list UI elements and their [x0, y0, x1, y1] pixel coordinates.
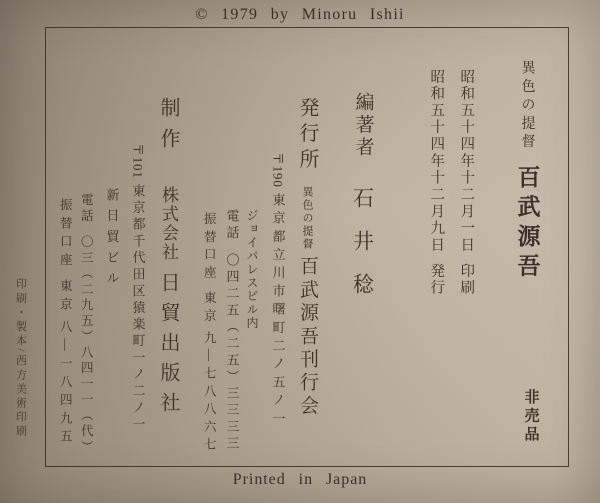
production-company-prefix: 株式会社: [159, 186, 178, 263]
issue-date-column: [429, 69, 444, 296]
publisher-transfer-number: 九―七八八六七: [202, 331, 217, 456]
publisher-address-column: [272, 152, 285, 429]
publisher-transfer-city: 東京: [202, 290, 217, 326]
author-column: [352, 92, 373, 316]
production-postal-code: 〒101: [130, 143, 146, 179]
publisher-tel-number: 〇四二五（二五）三三三三: [224, 252, 240, 453]
production-role-label: 制作: [157, 97, 179, 159]
publisher-postal-code: 〒190: [270, 152, 286, 188]
issue-date: 昭和五十四年十二月九日: [428, 69, 445, 255]
publisher-name-prefix: 異色の提督: [301, 185, 313, 251]
publisher-address: 東京都立川市曙町二ノ五ノ一: [270, 192, 286, 430]
production-telephone-column: [80, 193, 93, 455]
production-transfer-city: 東京: [58, 278, 73, 315]
production-address-column: [132, 143, 145, 433]
publisher-building: ジョイパレスビル内: [245, 209, 259, 330]
not-for-sale-label: 非売品: [522, 389, 539, 444]
printing-date-column: [459, 69, 474, 296]
printed-in-japan-line: Printed in Japan: [232, 471, 368, 488]
publisher-name: 百武源吾刊行会: [297, 255, 318, 418]
book-subtitle: 異色の提督: [519, 60, 535, 153]
printer-credit: 印刷・製本/西方美術印刷: [14, 278, 27, 440]
production-building: 新日貿ビル: [104, 188, 120, 292]
copyright-line: © 1979 by Minoru Ishii: [195, 6, 405, 23]
production-company-name: 日貿出版社: [157, 272, 179, 423]
production-address: 東京都千代田区猿楽町一ノ二ノ一: [130, 183, 146, 434]
production-column: [158, 97, 178, 422]
production-transfer-label: 振替口座: [58, 198, 73, 271]
author-name: 石井稔: [350, 186, 375, 316]
production-tel-label: 電話: [79, 193, 94, 225]
production-transfer-number: 八―一八四九五: [58, 320, 73, 448]
printing-date: 昭和五十四年十二月一日: [458, 69, 475, 255]
production-transfer-account-column: [59, 198, 72, 448]
publisher-role-label: 発行所: [296, 97, 318, 174]
book-title: 百武源吾: [514, 165, 540, 283]
publisher-telephone-column: [226, 209, 239, 452]
issue-label: 発行: [428, 262, 445, 297]
publisher-transfer-label: 振替口座: [202, 212, 217, 283]
publisher-tel-label: 電話: [224, 209, 240, 243]
author-role-label: 編著者: [352, 92, 374, 160]
book-title-column: [516, 60, 539, 283]
printing-label: 印刷: [458, 262, 475, 297]
publisher-transfer-account-column: [203, 212, 216, 455]
production-tel-number: 〇三（二九五）八四一一（代）: [79, 234, 94, 455]
publisher-column: [297, 97, 317, 418]
